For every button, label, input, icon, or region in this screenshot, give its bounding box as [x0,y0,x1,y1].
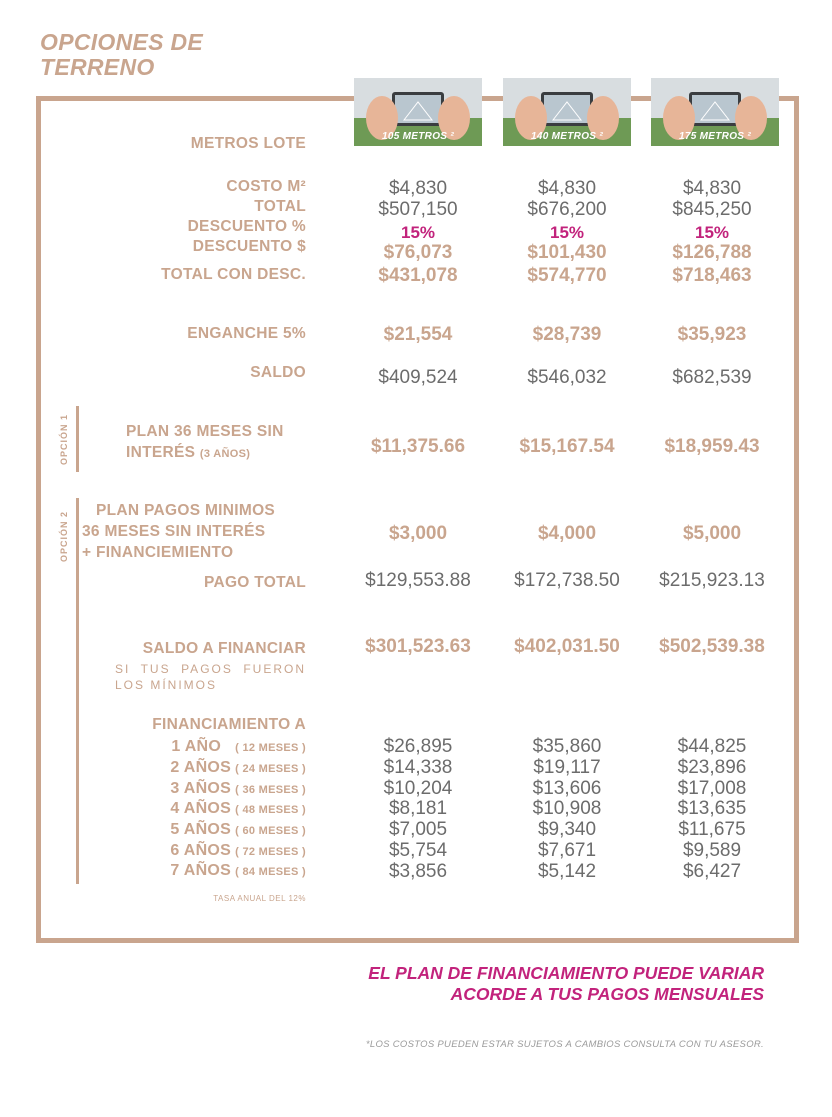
value-enganche: $21,554 [383,324,453,345]
year-row [170,842,306,860]
value-plan36: $11,375.66 [370,436,466,457]
label-plan36-line2: INTERÉS (3 AÑOS) [126,444,251,461]
value-plan-min: $5,000 [682,523,742,544]
value-plan36: $15,167.54 [519,436,615,457]
value-total: $845,250 [672,199,752,220]
label-descuento-amt: DESCUENTO $ [192,238,306,255]
label-costo-m2: COSTO M² [226,178,306,195]
value-pago-total: $129,553.88 [365,570,471,591]
year-label: 5 AÑOS [170,821,232,838]
year-months: ( 48 MESES ) [235,804,306,816]
option-1-label: OPCIÓN 1 [59,413,69,465]
label-financiamiento: FINANCIAMIENTO A [152,716,306,733]
value-financiamiento: $6,427 [682,861,742,882]
label-plan-min-line1: PLAN PAGOS MINIMOS [96,502,276,519]
option-2-bracket [76,498,79,884]
value-total-con-desc: $431,078 [378,265,458,286]
value-descuento-pct: 15% [400,223,436,242]
label-descuento-pct: DESCUENTO % [187,218,306,235]
option-photo-2 [503,78,631,146]
year-label: 3 AÑOS [170,780,232,797]
year-months: ( 24 MESES ) [235,763,306,775]
saldo-financiar-sub-1: SI TUS PAGOS FUERON [115,662,306,676]
option-caption-1: 105 METROS ² [382,131,454,142]
label-metros-lote: METROS LOTE [190,135,306,152]
option-caption-2: 140 METROS ² [531,131,603,142]
year-label: 2 AÑOS [170,759,232,776]
footer-note [368,963,764,1005]
label-plan-min-line2: 36 MESES SIN INTERÉS [82,523,266,540]
year-months: ( 36 MESES ) [235,784,306,796]
year-months: ( 12 MESES ) [235,742,306,754]
value-financiamiento: $5,754 [388,840,448,861]
value-saldo-financiar: $502,539.38 [659,636,765,657]
value-saldo-financiar: $402,031.50 [514,636,620,657]
value-financiamiento: $5,142 [537,861,597,882]
value-financiamiento: $13,635 [677,798,747,819]
value-plan36: $18,959.43 [664,436,760,457]
value-descuento-amt: $76,073 [383,242,453,263]
value-financiamiento: $14,338 [383,757,453,778]
value-descuento-pct: 15% [549,223,585,242]
value-financiamiento: $9,589 [682,840,742,861]
option-photo-3 [651,78,779,146]
value-enganche: $35,923 [677,324,747,345]
value-descuento-pct: 15% [694,223,730,242]
label-total: TOTAL [254,198,306,215]
value-costo: $4,830 [682,178,742,199]
value-financiamiento: $7,671 [537,840,597,861]
value-total: $676,200 [527,199,607,220]
value-pago-total: $215,923.13 [659,570,765,591]
value-plan-min: $4,000 [537,523,597,544]
value-financiamiento: $26,895 [383,736,453,757]
value-financiamiento: $17,008 [677,778,747,799]
value-financiamiento: $23,896 [677,757,747,778]
year-row [171,738,306,756]
page-title [40,30,203,80]
label-plan36-line1: PLAN 36 MESES SIN [126,423,284,440]
value-financiamiento: $3,856 [388,861,448,882]
year-row [170,780,306,798]
value-financiamiento: $7,005 [388,819,448,840]
value-total-con-desc: $718,463 [672,265,752,286]
value-plan-min: $3,000 [388,523,448,544]
value-financiamiento: $19,117 [533,757,601,778]
value-enganche: $28,739 [532,324,602,345]
value-total-con-desc: $574,770 [527,265,607,286]
label-saldo-financiar: SALDO A FINANCIAR [142,640,306,657]
year-label: 6 AÑOS [170,842,232,859]
value-costo: $4,830 [388,178,448,199]
value-financiamiento: $13,606 [532,778,602,799]
saldo-financiar-sub-2: LOS MÍNIMOS [115,678,218,692]
year-label: 7 AÑOS [170,862,232,879]
year-row [170,800,306,818]
label-enganche: ENGANCHE 5% [187,325,306,342]
option-1-bracket [76,406,79,472]
year-months: ( 60 MESES ) [235,825,306,837]
year-row [170,862,306,880]
value-pago-total: $172,738.50 [514,570,620,591]
year-label: 1 AÑO [171,738,222,755]
year-months: ( 84 MESES ) [235,866,306,878]
page-title-line-1: OPCIONES DE [40,29,204,55]
value-costo: $4,830 [537,178,597,199]
value-saldo: $546,032 [527,367,607,388]
disclaimer: *LOS COSTOS PUEDEN ESTAR SUJETOS A CAMBIOS CONSULTA CON TU ASESOR. [365,1039,764,1050]
option-2-label: OPCIÓN 2 [59,510,69,562]
label-pago-total: PAGO TOTAL [203,574,306,591]
value-descuento-amt: $101,430 [527,242,607,263]
value-financiamiento: $10,204 [383,778,453,799]
label-total-con-desc: TOTAL CON DESC. [161,266,306,283]
footer-note-line-2: ACORDE A TUS PAGOS MENSUALES [450,984,764,1004]
value-total: $507,150 [378,199,458,220]
footer-note-line-1: EL PLAN DE FINANCIAMIENTO PUEDE VARIAR [368,963,764,983]
option-caption-3: 175 METROS ² [679,131,751,142]
year-row [170,759,306,777]
value-financiamiento: $10,908 [532,798,602,819]
label-saldo: SALDO [250,364,306,381]
value-financiamiento: $9,340 [537,819,597,840]
value-financiamiento: $8,181 [388,798,448,819]
label-plan-min-line3: + FINANCIEMIENTO [82,544,234,561]
value-saldo: $682,539 [672,367,752,388]
value-descuento-amt: $126,788 [672,242,752,263]
value-financiamiento: $11,675 [678,819,746,840]
value-saldo: $409,524 [378,367,458,388]
year-label: 4 AÑOS [170,800,232,817]
value-financiamiento: $44,825 [677,736,747,757]
value-financiamiento: $35,860 [532,736,602,757]
year-row [170,821,306,839]
option-photo-1 [354,78,482,146]
year-months: ( 72 MESES ) [235,846,306,858]
tasa-note: TASA ANUAL DEL 12% [213,894,306,903]
page-title-line-2: TERRENO [40,54,155,80]
value-saldo-financiar: $301,523.63 [365,636,471,657]
